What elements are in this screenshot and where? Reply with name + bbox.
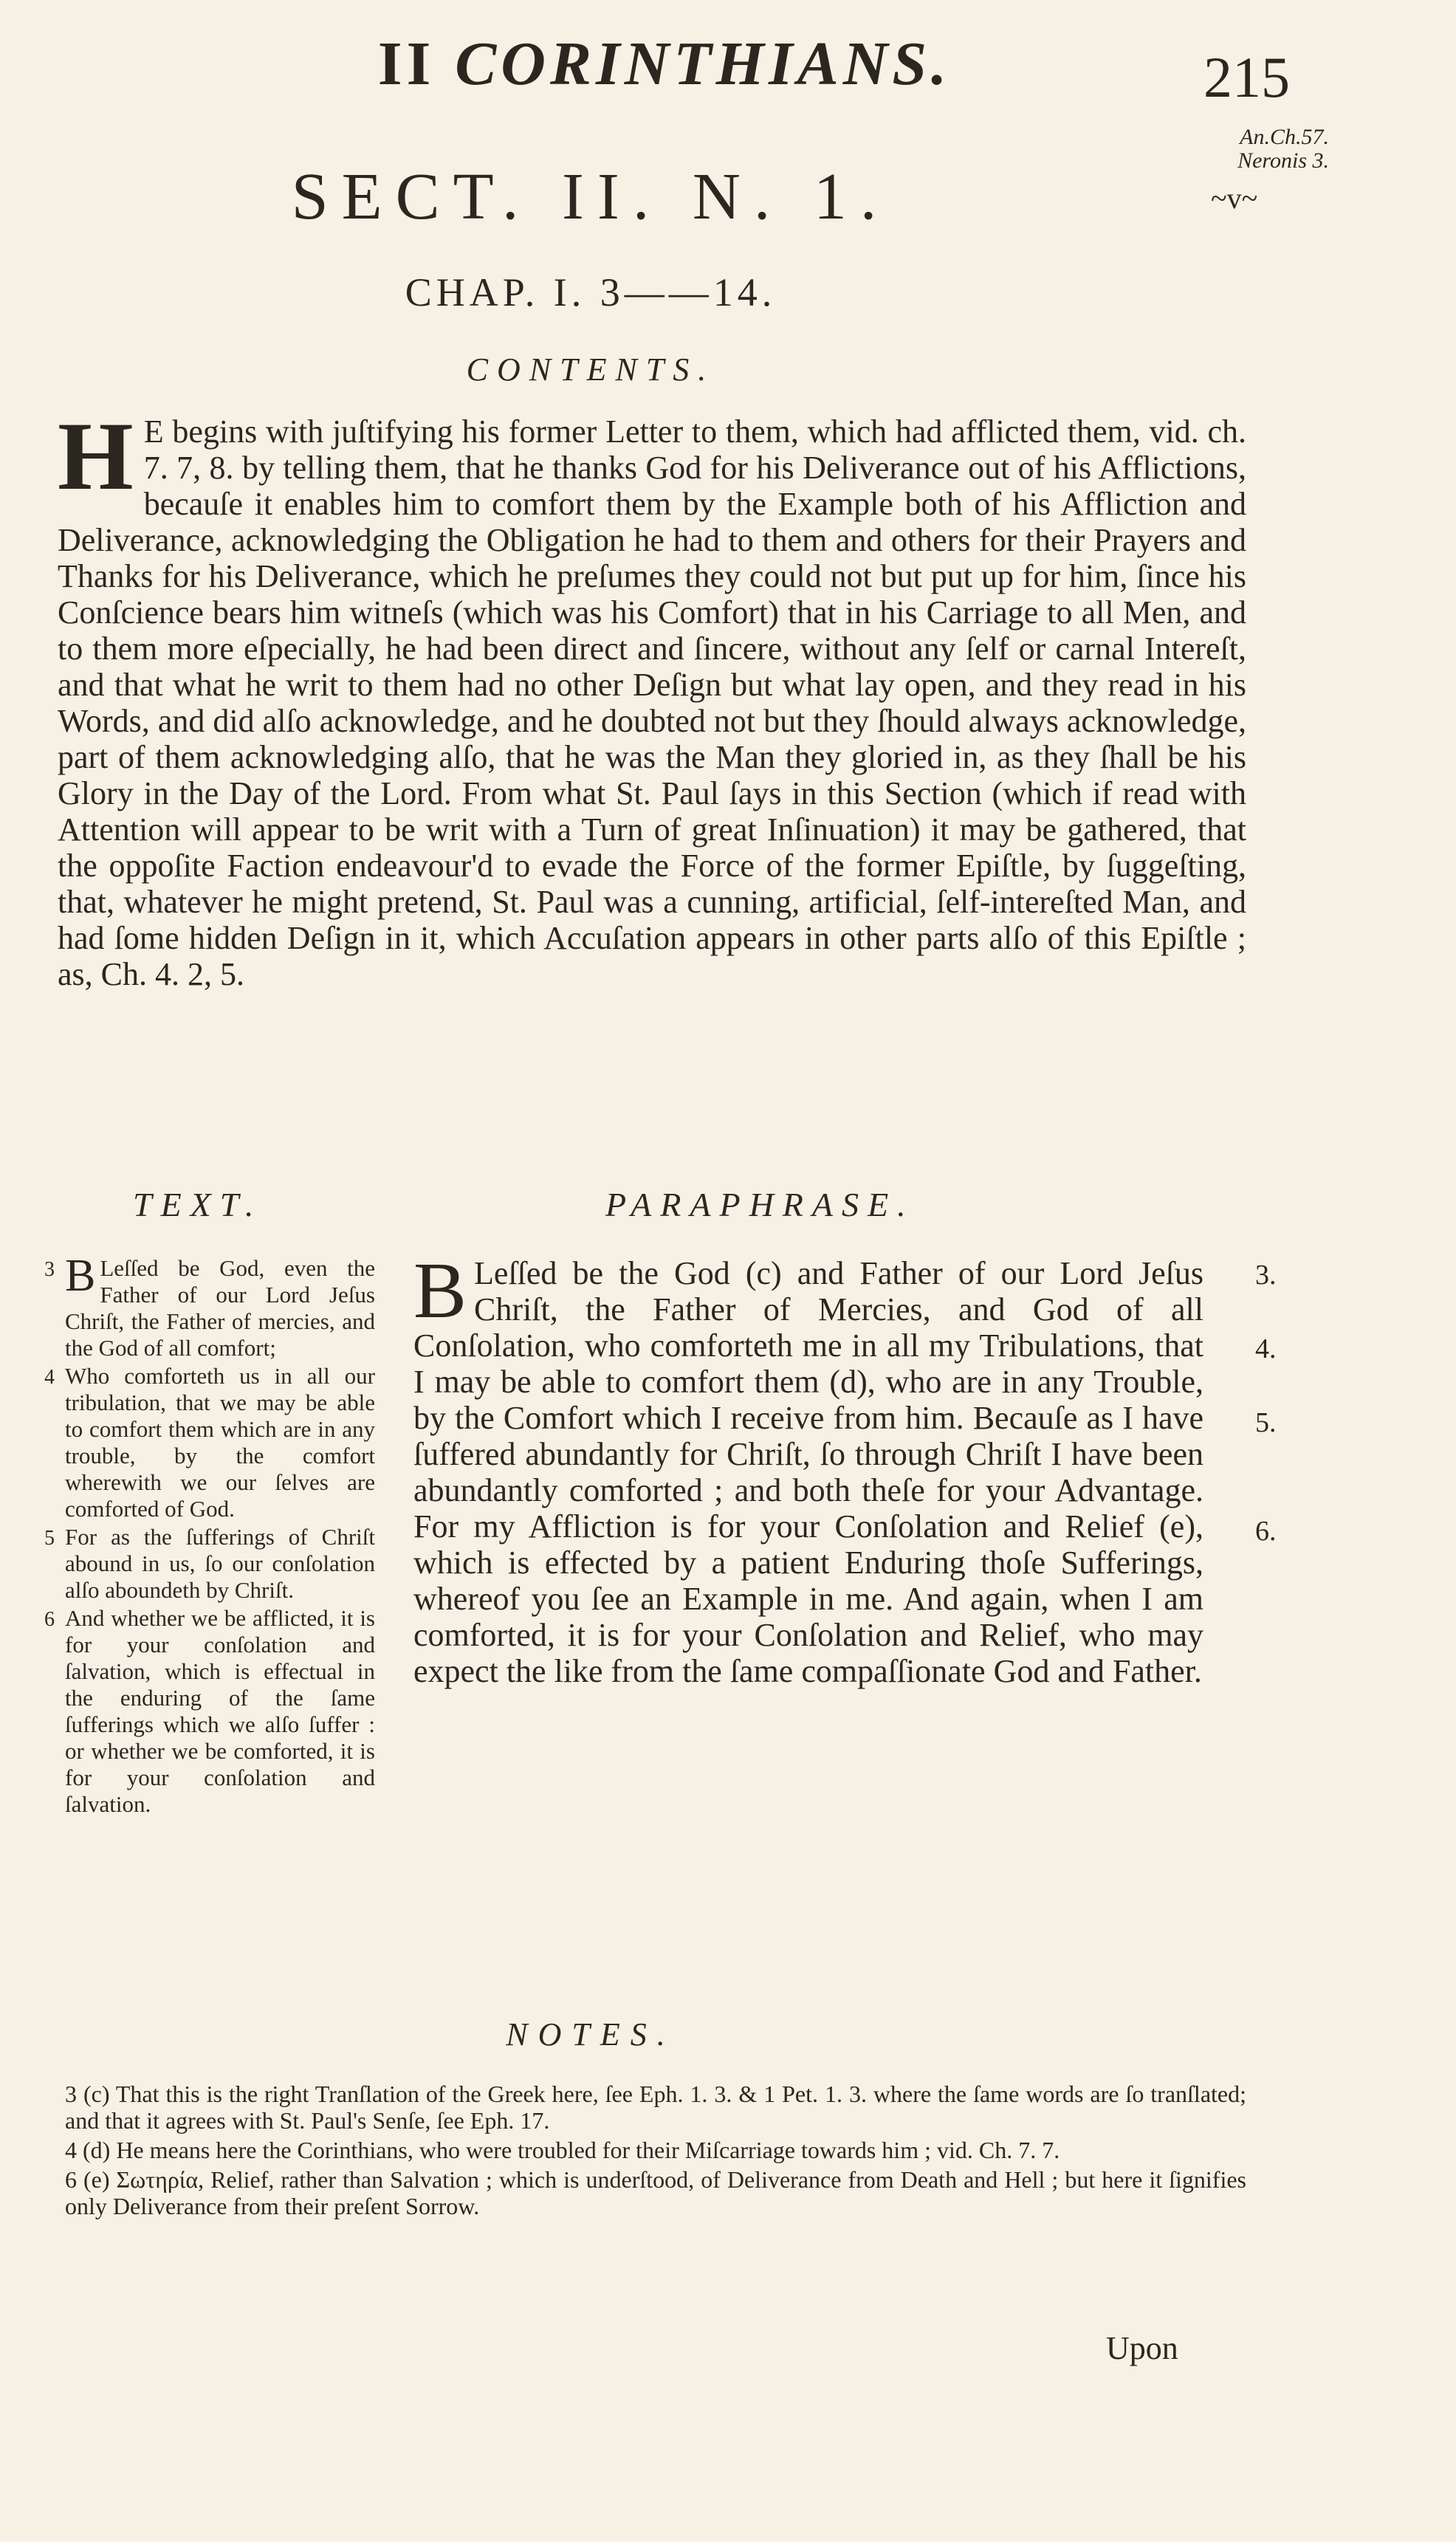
- notes-section: [65, 2081, 1246, 2222]
- verse-text: Leſſed be God, even the Father of our Lord Jeſus Chriſt, the Father of mercies, and the God of all comfort;: [65, 1255, 375, 1361]
- margin-year-note: [1203, 126, 1329, 173]
- page-number: 215: [1203, 45, 1290, 109]
- footnote: 4 (d) He means here the Corinthians, who were troubled for their Miſcarriage towards him ; vid. Ch. 7. 7.: [65, 2137, 1060, 2163]
- paraphrase-margin-verse: 6.: [1255, 1516, 1277, 1547]
- paraphrase-column: [413, 1247, 1203, 1689]
- verse-number: 4: [44, 1366, 55, 1389]
- verse-drop-cap: B: [65, 1251, 96, 1301]
- section-title: SECT. II. N. 1.: [291, 160, 890, 233]
- title-main: CORINTHIANS.: [455, 30, 952, 98]
- paraphrase-text: Leſſed be the God (c) and Father of our Lord Jeſus Chriſt, the Father of Mercies, and God of all Conſolation, who comforteth me in all my Tribulations, that I may be able to comfort them (d), who are in any Trouble, by the Comfort which I receive from him. Becauſe as I have ſuffered abundantly for Chriſt, ſo through Chriſt I have been abundantly comforted ; and both theſe for your Advantage. For my Affliction is for your Conſolation and Relief (e), which is effected by a patient Enduring thoſe Sufferings, whereof you ſee an Example in me. And again, when I am comforted, it is for your Conſolation and Relief, who may expect the like from the ſame compaſſionate God and Father.: [413, 1255, 1203, 1689]
- verse-text: For as the ſufferings of Chriſt abound in us, ſo our conſolation alſo aboundeth by Chriſt.: [65, 1524, 375, 1603]
- contents-summary: [58, 402, 1246, 992]
- notes-heading: NOTES.: [506, 2016, 676, 2053]
- paraphrase-margin-verse: 4.: [1255, 1333, 1277, 1364]
- verse-3: [44, 1251, 375, 1361]
- paraphrase-drop-cap: B: [413, 1247, 467, 1335]
- title-prefix: II: [377, 30, 436, 98]
- paraphrase-column-heading: PARAPHRASE.: [605, 1186, 915, 1223]
- ornament-flourish: ~v~: [1211, 182, 1258, 215]
- verse-text: And whether we be afflicted, it is for your conſolation and ſalvation, which is effectual in the enduring of the ſame ſufferings which we alſo ſuffer : or whether we be comforted, it is for your conſolation and ſalvation.: [65, 1605, 375, 1817]
- verse-number: 3: [44, 1258, 55, 1281]
- verse-6: [44, 1605, 375, 1818]
- chapter-reference: CHAP. I. 3——14.: [405, 270, 777, 315]
- footnote: 6 (e) Σωτηρία, Relief, rather than Salvation ; which is underſtood, of Deliverance from Death and Hell ; but here it ſignifies only Deliverance from their preſent Sorrow.: [65, 2166, 1246, 2219]
- verse-number: 6: [44, 1608, 55, 1631]
- text-column-heading: TEXT.: [133, 1186, 263, 1223]
- footnote: 3 (c) That this is the right Tranſlation of the Greek here, ſee Eph. 1. 3. & 1 Pet. 1. 3. where the ſame words are ſo tranſlated; and that it agrees with St. Paul's Senſe, ſee Eph. 17.: [65, 2081, 1246, 2134]
- contents-heading: CONTENTS.: [466, 351, 715, 388]
- verse-number: 5: [44, 1527, 55, 1550]
- summary-drop-cap: H: [58, 402, 134, 510]
- verse-text: Who comforteth us in all our tribulation, that we may be able to comfort them which are in any trouble, by the comfort wherewith we our ſelves are comforted of God.: [65, 1363, 375, 1522]
- verse-5: [44, 1524, 375, 1604]
- catchword: Upon: [1106, 2330, 1178, 2366]
- paraphrase-margin-verse: 5.: [1255, 1407, 1277, 1438]
- verse-4: [44, 1363, 375, 1522]
- margin-year-line1: An.Ch.57.: [1240, 125, 1329, 149]
- paraphrase-margin-verse: 3.: [1255, 1260, 1277, 1291]
- running-title: [295, 28, 1034, 100]
- summary-text: E begins with juſtifying his former Letter to them, which had afflicted them, vid. ch. 7. 7, 8. by telling them, that he thanks God for his Deliverance out of his Afflictions, becauſe it enables him to comfort them by the Example both of his Affliction and Deliverance, acknowledging the Obligation he had to them and others for their Prayers and Thanks for his Deliverance, which he preſumes they could not but put up for him, ſince his Conſcience bears him witneſs (which was his Comfort) that in his Carriage to all Men, and to them more eſpecially, he had been direct and ſincere, without any ſelf or carnal Intereſt, and that what he writ to them had no other Deſign but what lay open, and they read in his Words, and did alſo acknowledge, and he doubted not but they ſhould always acknowledge, part of them acknowledging alſo, that he was the Man they gloried in, as they ſhall be his Glory in the Day of the Lord. From what St. Paul ſays in this Section (which if read with Attention will appear to be writ with a Turn of great Inſinuation) it may be gathered, that the oppoſite Faction endeavour'd to evade the Force of the former Epiſtle, by ſuggeſting, that, whatever he might pretend, St. Paul was a cunning, artificial, ſelf-intereſted Man, and had ſome hidden Deſign in it, which Accuſation appears in other parts alſo of this Epiſtle ; as, Ch. 4. 2, 5.: [58, 413, 1246, 992]
- margin-year-line2: Neronis 3.: [1237, 148, 1329, 173]
- scripture-text-column: [44, 1251, 375, 1819]
